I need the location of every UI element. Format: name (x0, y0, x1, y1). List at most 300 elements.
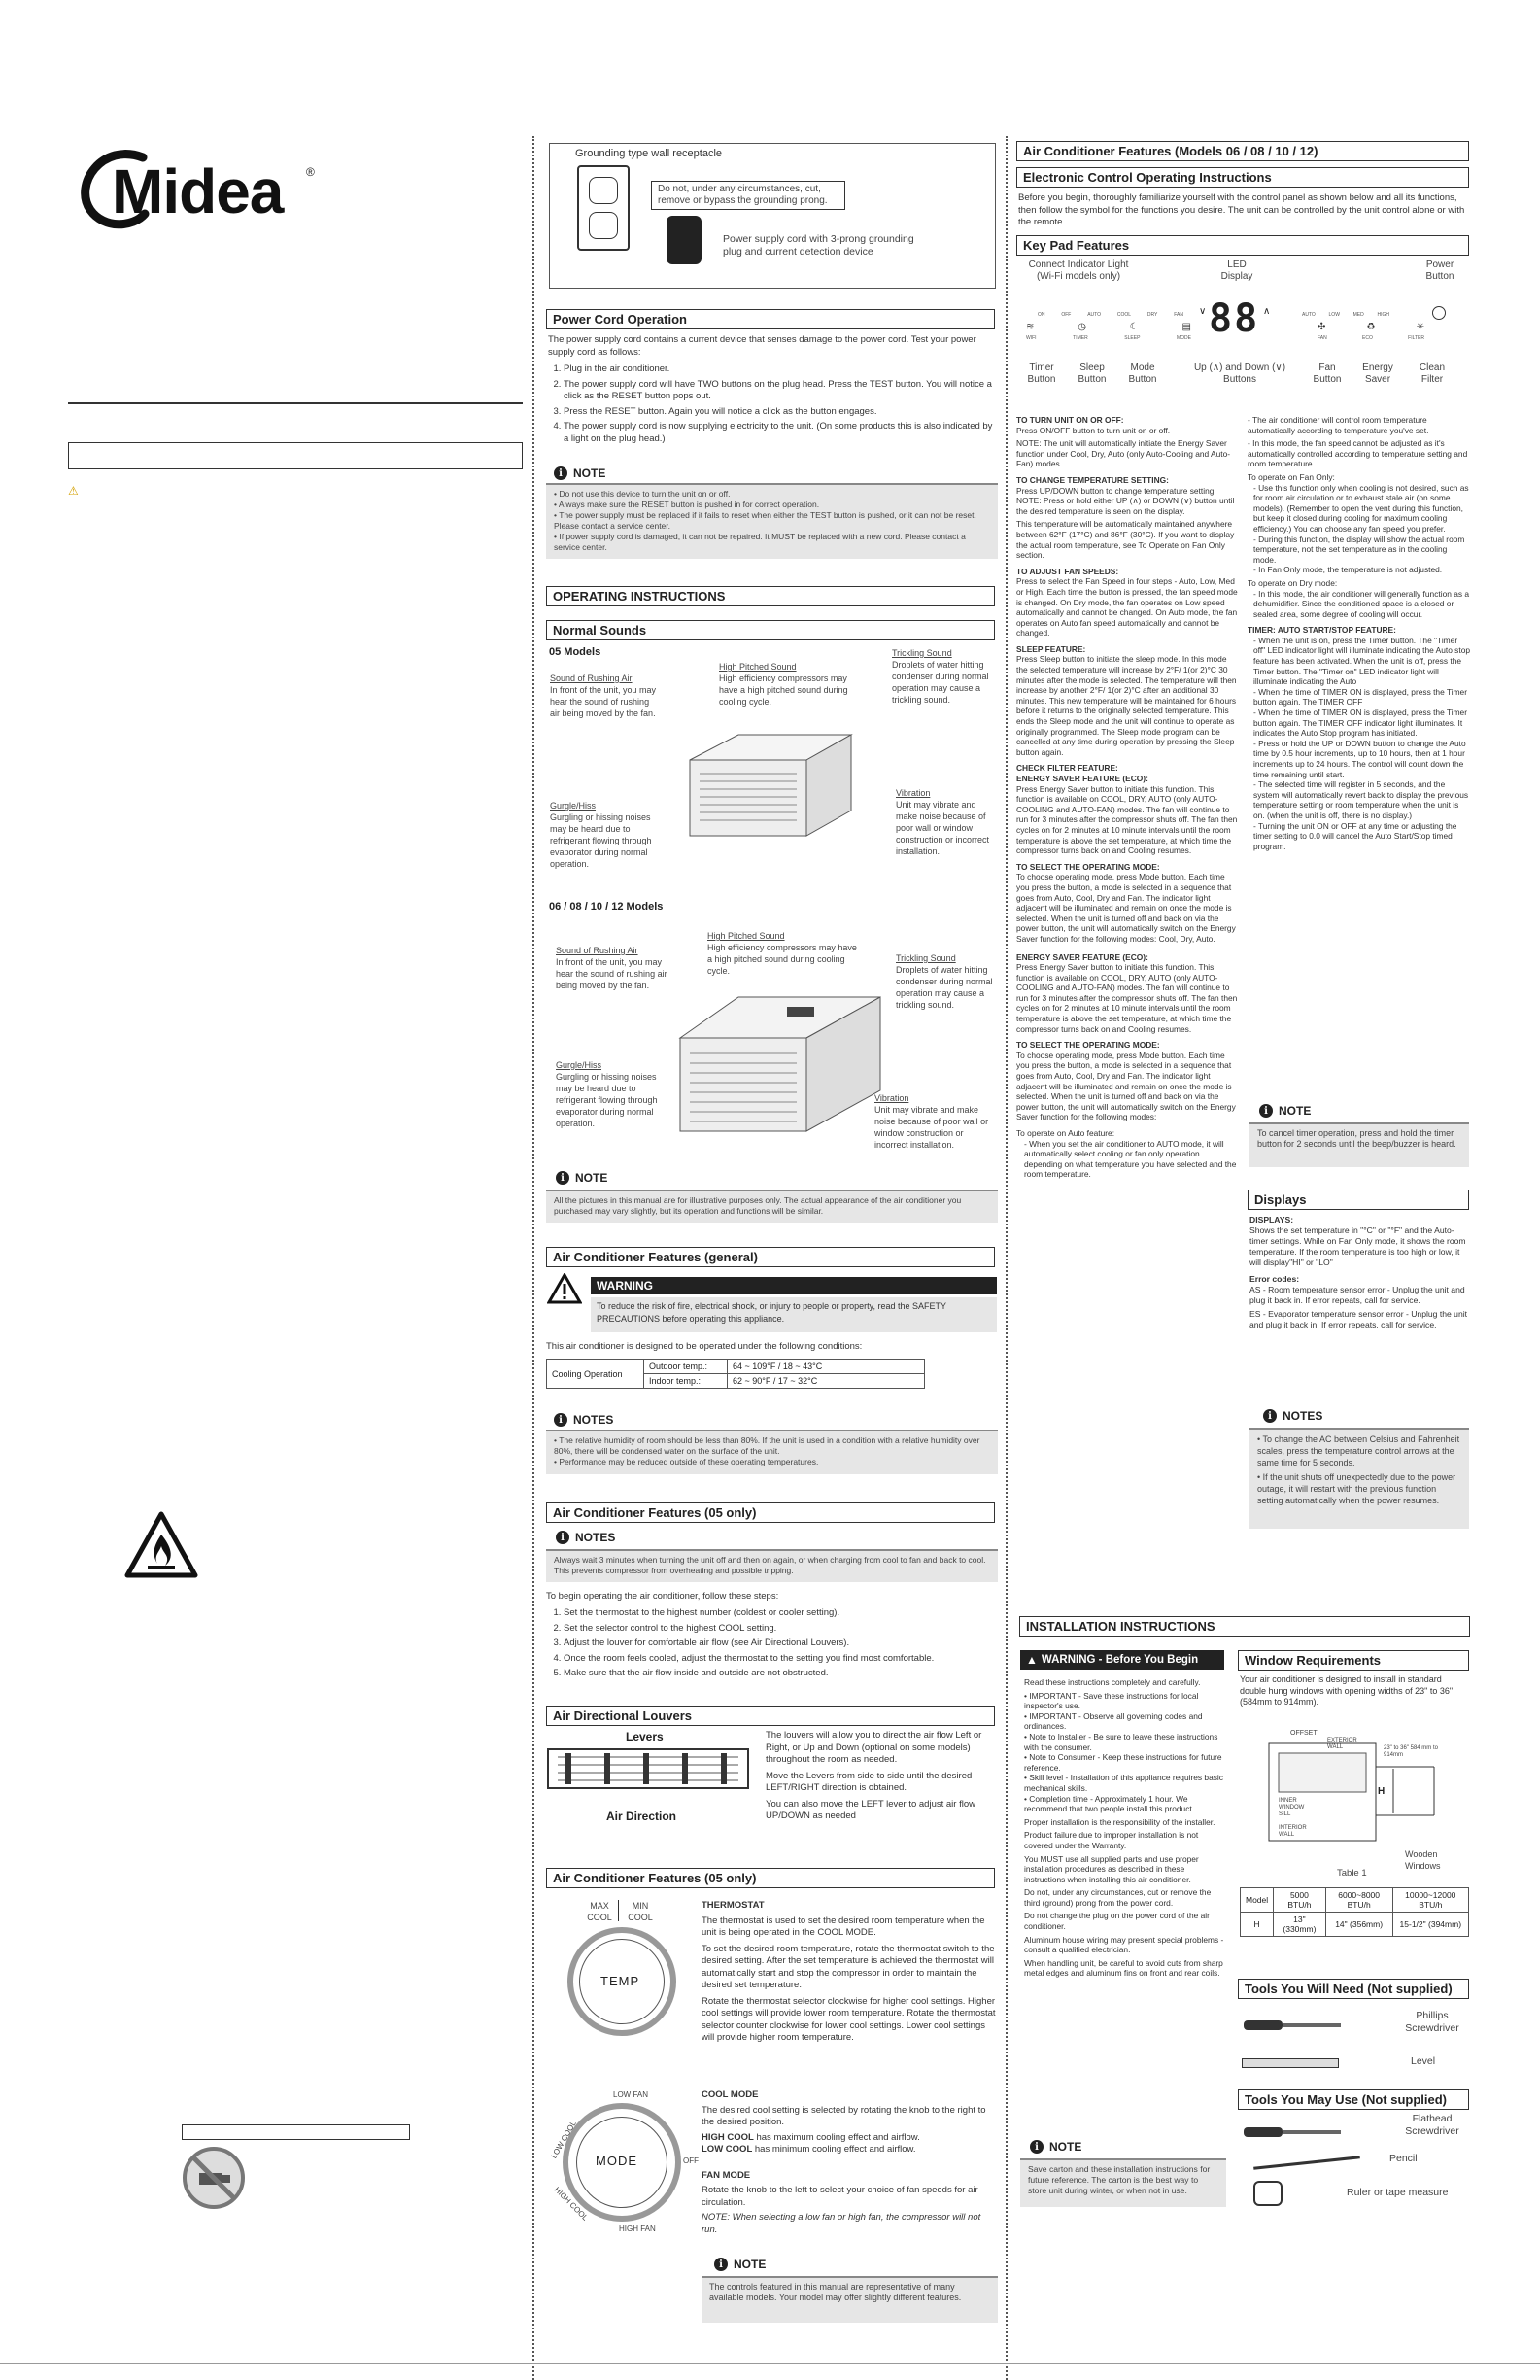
led-label: LED Display (1220, 259, 1253, 282)
install-para: Proper installation is the responsibility of the installer. (1024, 1816, 1215, 1827)
warning-title: WARNING (597, 1279, 653, 1293)
note-item: • The power supply must be replaced if it fails to reset when either the TEST button is pushed, or it can not be reset. Please contact a service center. (554, 510, 990, 532)
table-head: 6000~8000 BTU/h (1325, 1888, 1392, 1913)
warning-triangle-icon: ▲ (1026, 1653, 1038, 1667)
install-text (1024, 1677, 1224, 1979)
install-para: Do not change the plug on the power cord of the air conditioner. (1024, 1911, 1210, 1932)
eco-heading: ENERGY SAVER FEATURE (ECO): (1016, 774, 1148, 783)
power-cord-step: 3. Press the RESET button. Again you will notice a click as the button engages. (564, 406, 997, 419)
auto-text: - When you set the air conditioner to AUTO mode, it will automatically select cooling or fan only operation depending on what temperature you have selected and the room temperature. (1024, 1138, 1237, 1180)
flathead-screwdriver-icon (1242, 2124, 1349, 2140)
down-arrow-icon[interactable]: ∨ (1199, 306, 1207, 317)
window-text: Your air conditioner is designed to install in standard double hung windows with opening widths of 23" to 36" (584mm to 914mm). (1240, 1674, 1454, 1707)
power-button-icon[interactable] (1432, 306, 1446, 320)
features-05b-note-head (714, 2258, 766, 2271)
coolmode-p1: The desired cool setting is selected by rotating the knob to the right to the desired position. (702, 2104, 986, 2127)
eco-heading-2: ENERGY SAVER FEATURE (ECO): (1016, 951, 1148, 962)
brand-logo (73, 146, 325, 233)
filter-icon[interactable]: ✳ (1416, 322, 1424, 332)
conditions-table (546, 1359, 925, 1389)
rushing-air-text: In front of the unit, you may hear the sound of rushing air being moved by the fan. (550, 685, 657, 718)
high-cool-label: HIGH COOL (552, 2185, 590, 2223)
high-pitched-text: High efficiency compressors may have a high pitched sound during cooling cycle. (719, 673, 848, 707)
inner-sill-label: INNER WINDOW SILL (1279, 1798, 1305, 1817)
ecp-intro: Before you begin, thoroughly familiarize yourself with the control panel as shown below and all its functions, then follow the symbol for the functions you desire. The unit can be controlled by the unit control alone or with the remote. (1018, 192, 1465, 227)
tools-may-title: Tools You May Use (Not supplied) (1238, 2089, 1469, 2110)
mode-icon[interactable]: ▤ (1181, 322, 1191, 332)
timer-text: - Turning the unit ON or OFF at any time or adjusting the timer setting to 0.0 will cancel the Auto Start/Stop timed program. (1253, 820, 1457, 851)
wifi-icon[interactable]: ≋ (1026, 322, 1035, 332)
flammable-warning-icon (124, 1511, 198, 1579)
operating-note-box (546, 1190, 998, 1223)
tools-need-title: Tools You Will Need (Not supplied) (1238, 1979, 1469, 1999)
panel-small: FILTER (1408, 335, 1424, 341)
mode-heading-2: TO SELECT THE OPERATING MODE: (1016, 1040, 1160, 1051)
right-col-text-b (1248, 415, 1471, 851)
install-item: • Completion time - Approximately 1 hour. We recommend that two people install this product. (1024, 1794, 1224, 1814)
fan-only-heading: To operate on Fan Only: (1248, 471, 1335, 482)
louvers-p2: Move the Levers from side to side until the desired LEFT/RIGHT direction is obtained. (766, 1770, 973, 1793)
panel-small: ECO (1362, 335, 1373, 341)
air-direction-label: Air Direction (606, 1810, 677, 1823)
fan-only-text: - Use this function only when cooling is not desired, such as for room air circulation or to exhaust stale air (on some models). (Remember to open the vent during this function, but keep it closed during cooling for maximum cooling efficiency.) You can choose any fan speed you prefer. (1253, 482, 1469, 534)
level-label: Level (1411, 2055, 1436, 2067)
install-note-head (1030, 2140, 1081, 2154)
auto-heading: To operate on Auto feature: (1016, 1128, 1115, 1138)
connect-light-label: Connect Indicator Light (Wi-Fi models only) (1028, 259, 1129, 282)
install-item: • IMPORTANT - Save these instructions for local inspector's use. (1024, 1691, 1224, 1711)
temp-setting-heading: TO CHANGE TEMPERATURE SETTING: (1016, 474, 1169, 485)
trickling-06 (896, 952, 993, 1011)
step: 2. Set the selector control to the highest COOL setting. (564, 1623, 997, 1636)
dim-label: 23" to 36" 584 mm to 914mm (1384, 1745, 1438, 1758)
warning-bar (591, 1277, 997, 1294)
conditions-intro: This air conditioner is designed to be operated under the following conditions: (546, 1341, 863, 1352)
note-item: • If the unit shuts off unexpectedly due to the power outage, it will restart with the previous function setting automatically when the power resumes. (1257, 1471, 1461, 1506)
ecp-title: Electronic Control Operating Instructions (1016, 167, 1469, 188)
auto-fan-text: - In this mode, the fan speed cannot be adjusted as it's automatically controlled according to temperature setting and room temperature (1248, 438, 1468, 469)
high-pitched-06 (707, 930, 863, 977)
mode-dial[interactable] (549, 2089, 699, 2235)
features-05-notes-box (546, 1549, 998, 1582)
thermostat-p2: To set the desired room temperature, rotate the thermostat switch to the desired setting. After the set temperature is achieved the thermostat will automatically start and stop the compressor in order to maintain the desired set temperature. (702, 1943, 995, 1990)
info-icon: i (556, 1531, 569, 1544)
indoor-value: 62 ~ 90°F / 17 ~ 32°C (728, 1374, 925, 1389)
mode-text: To choose operating mode, press Mode button. Each time you press the button, a mode is selected in a sequence that goes from Auto, Cool, Dry and Fan. The indicator light adjacent will be illuminated and remain on once the mode is selected. When the unit is turned off and back on via the power button, the unit will automatically switch on the Energy Saver function for the following modes: Cool, Dry, Auto. (1016, 872, 1236, 944)
info-icon: i (554, 466, 567, 480)
install-items (1024, 1691, 1224, 1814)
table-cell: 15-1/2" (394mm) (1392, 1913, 1468, 1937)
power-button-label: Power Button (1425, 259, 1454, 282)
timer-note-head (1259, 1104, 1311, 1118)
turn-on-text: Press ON/OFF button to turn unit on or off. (1016, 425, 1171, 435)
install-intro: Read these instructions completely and carefully. (1024, 1677, 1201, 1687)
install-para: Do not, under any circumstances, cut or remove the third (ground) prong from the power cord. (1024, 1887, 1212, 1908)
coolmode-title: COOL MODE (702, 2089, 759, 2100)
note-text: Always wait 3 minutes when turning the unit off and then on again, or when charging from cool to fan and back to cool. This prevents compressor from overheating and possible tripping. (554, 1555, 986, 1575)
fanmode-note: NOTE: When selecting a low fan or high fan, the compressor will not run. (702, 2212, 981, 2235)
dry-heading: To operate on Dry mode: (1248, 577, 1338, 588)
outdoor-label: Outdoor temp.: (644, 1360, 728, 1374)
thermostat-text (702, 1900, 999, 2045)
high-pitched-text: High efficiency compressors may have a high pitched sound during cooling cycle. (707, 943, 857, 976)
clean-filter-label: Clean Filter (1419, 362, 1446, 385)
install-item: • Note to Installer - Be sure to leave these instructions with the consumer. (1024, 1732, 1224, 1752)
install-para: When handling unit, be careful to avoid cuts from sharp metal edges and aluminum fins on front and rear coils. (1024, 1957, 1223, 1979)
cooling-operation-label: Cooling Operation (547, 1360, 644, 1389)
trickling-text: Droplets of water hitting condenser during normal operation may cause a trickling sound. (892, 660, 989, 705)
gurgle-title: Gurgle/Hiss (550, 801, 597, 811)
eco-icon[interactable]: ♻ (1366, 322, 1376, 332)
panel-small: TIMER (1073, 335, 1088, 341)
timer-text: - When the time of TIMER ON is displayed, press the Timer button again. The TIMER OFF indicator light illuminates. It indicates the Auto Stop program has initiated. (1253, 707, 1467, 739)
power-cord-step: 4. The power supply cord is now supplying electricity to the unit. (On some products this is also indicated by a light on the plug head.) (564, 421, 997, 445)
keypad-diagram (1016, 258, 1471, 394)
vibration-title: Vibration (896, 788, 931, 798)
trickling-05 (892, 647, 989, 706)
notes-title: NOTES (575, 1531, 616, 1544)
install-note-box (1020, 2158, 1226, 2207)
high-cool-desc: has maximum cooling effect and airflow. (756, 2131, 920, 2143)
info-icon: i (1259, 1104, 1273, 1118)
fan-only-text: - In Fan Only mode, the temperature is not adjusted. (1253, 565, 1443, 575)
louvers-p1: The louvers will allow you to direct the air flow Left or Right, or Up and Down (optional on some models) throughout the room as needed. (766, 1730, 982, 1765)
note-text: Save carton and these installation instructions for future reference. The carton is the best way to store unit during winter, or when not in use. (1028, 2164, 1211, 2195)
rushing-air-06 (556, 945, 674, 991)
wall-receptacle-icon (577, 165, 630, 251)
features-05b-title: Air Conditioner Features (05 only) (546, 1868, 995, 1888)
temp-label: TEMP (600, 1974, 640, 1988)
temp-setting-text: Press UP/DOWN button to change temperature setting. NOTE: Press or hold either UP (∧) or DOWN (∨) button until the desired temperature is seen on the display. (1016, 485, 1235, 516)
error-es: ES - Evaporator temperature sensor error - Unplug the unit and plug it back in. If error repeats, call for service. (1249, 1309, 1468, 1329)
general-notes-head (554, 1413, 613, 1427)
gurgle-05 (550, 800, 657, 870)
panel-label: COOL (1116, 312, 1132, 318)
operating-note-head (556, 1171, 607, 1185)
column-divider-left (532, 136, 534, 2380)
h-label: H (1378, 1786, 1386, 1797)
normal-sounds-title: Normal Sounds (546, 620, 995, 640)
fan-speed-heading: TO ADJUST FAN SPEEDS: (1016, 566, 1119, 576)
cover-title-box (68, 442, 523, 469)
install-title: INSTALLATION INSTRUCTIONS (1019, 1616, 1470, 1637)
offset-label: OFFSET (1290, 1730, 1318, 1737)
features-general-title: Air Conditioner Features (general) (546, 1247, 995, 1267)
wooden-windows-caption: Wooden Windows (1405, 1849, 1441, 1871)
sleep-heading: SLEEP FEATURE: (1016, 643, 1086, 654)
warning-text: To reduce the risk of fire, electrical shock, or injury to people or property, read the SAFETY PRECAUTIONS before operating this appliance. (591, 1297, 997, 1332)
rushing-air-text: In front of the unit, you may hear the sound of rushing air being moved by the fan. (556, 957, 667, 990)
auto-control-text: - The air conditioner will control room temperature automatically according to temperature you've set. (1248, 415, 1429, 435)
energy-saver-label: Energy Saver (1362, 362, 1393, 385)
ac-unit-05-illustration (680, 731, 855, 840)
pencil-icon (1253, 2156, 1360, 2169)
rushing-air-05 (550, 673, 657, 719)
notes-title: NOTES (573, 1413, 614, 1427)
note-title: NOTE (573, 466, 606, 480)
panel-label: HIGH (1377, 312, 1389, 318)
displays-notes-box (1249, 1428, 1469, 1529)
cover-small-box (182, 2124, 410, 2140)
outdoor-value: 64 ~ 109°F / 18 ~ 43°C (728, 1360, 925, 1374)
panel-label: OFF (1061, 312, 1072, 318)
min-cool-label: MIN COOL (628, 1901, 653, 1922)
power-cord-note-head (554, 466, 605, 480)
panel-label: DRY (1146, 312, 1158, 318)
table-cell: 14" (356mm) (1325, 1913, 1392, 1937)
bottom-rule (0, 2363, 1540, 2364)
gurgle-title: Gurgle/Hiss (556, 1060, 602, 1070)
info-icon: i (714, 2258, 728, 2271)
sleep-icon[interactable]: ☾ (1129, 322, 1139, 332)
vibration-text: Unit may vibrate and make noise because of poor wall or window construction or incorrect installation. (896, 800, 990, 856)
vibration-05 (896, 787, 993, 857)
rushing-air-title: Sound of Rushing Air (556, 946, 638, 955)
timer-heading: TIMER: AUTO START/STOP FEATURE: (1248, 625, 1396, 636)
high-cool-line (702, 2132, 999, 2145)
timer-text: - The selected time will register in 5 seconds, and the system will automatically revert back to display the previous temperature setting or room temperature when the unit is on. (when the unit is off, there is no display.) (1253, 779, 1469, 820)
energy-note: NOTE: The unit will automatically initiate the Energy Saver function under Cool, Dry, Auto (only Auto-Cooling and Auto-Fan) modes. (1016, 438, 1231, 469)
notes-title: NOTES (1283, 1409, 1323, 1423)
louvers-title: Air Directional Louvers (546, 1706, 995, 1726)
rushing-air-title: Sound of Rushing Air (550, 673, 633, 683)
plug-icon (667, 216, 702, 264)
indoor-label: Indoor temp.: (644, 1374, 728, 1389)
trickling-text: Droplets of water hitting condenser during normal operation may cause a trickling sound. (896, 965, 993, 1010)
fan-icon[interactable]: ✣ (1318, 322, 1326, 332)
high-cool-term: HIGH COOL (702, 2131, 754, 2143)
fanmode-title: FAN MODE (702, 2169, 751, 2181)
keypad-title: Key Pad Features (1016, 235, 1469, 256)
ac-unit-06-illustration (670, 989, 884, 1135)
mode-button-label: Mode Button (1128, 362, 1157, 385)
panel-label: AUTO (1087, 312, 1102, 318)
timer-text: - When the time of TIMER ON is displayed, press the Timer button again. The TIMER OFF (1253, 686, 1467, 707)
power-cord-step: 2. The power supply cord will have TWO buttons on the plug head. Press the TEST button. You will notice a click as the RESET button pops out. (564, 379, 997, 403)
models06-heading: 06 / 08 / 10 / 12 Models (549, 901, 664, 913)
levers-label: Levers (626, 1730, 664, 1743)
thermostat-dial[interactable] (554, 1900, 690, 2055)
info-icon: i (554, 1413, 567, 1427)
note-item: • If power supply cord is damaged, it can not be repaired. It MUST be replaced with a new cord. Please contact a service center. (554, 532, 990, 553)
vibration-06 (874, 1092, 993, 1151)
check-filter-heading: CHECK FILTER FEATURE: (1016, 763, 1118, 774)
note-text: To cancel timer operation, press and hold the timer button for 2 seconds until the beep/buzzer is heard. (1257, 1128, 1456, 1149)
caution-icon: ⚠ (68, 484, 79, 498)
panel-small: SLEEP (1124, 335, 1141, 341)
table-cell: 13" (330mm) (1274, 1913, 1326, 1937)
mode-text-2: To choose operating mode, press Mode button. Each time you press the button, a mode is selected in a sequence that goes from Auto, Cool, Dry and Fan. The indicator light adjacent will be illuminated and remain on once the mode is selected. When the unit is turned off and back on via the power button, the unit will automatically switch on the Energy Saver function for the following modes: (1016, 1050, 1236, 1122)
operating-title: OPERATING INSTRUCTIONS (546, 586, 995, 606)
install-para: Product failure due to improper installation is not covered under the Warranty. (1024, 1830, 1199, 1850)
panel-small: MODE (1176, 335, 1191, 341)
error-as: AS - Room temperature sensor error - Unplug the unit and plug it back in. If error repeats, call for service. (1249, 1285, 1465, 1305)
updown-button-label: Up (∧) and Down (∨) Buttons (1193, 362, 1286, 385)
features-05b-note-box (702, 2276, 998, 2323)
note-text: The controls featured in this manual are representative of many available models. Your model may offer slightly different features. (709, 2282, 962, 2302)
high-pitched-05 (719, 661, 855, 707)
thermostat-p1: The thermostat is used to set the desired room temperature when the unit is being operated in the COOL MODE. (702, 1914, 985, 1938)
install-item: • Skill level - Installation of this appliance requires basic mechanical skills. (1024, 1773, 1224, 1793)
trickling-title: Trickling Sound (896, 953, 956, 963)
phillips-label: Phillips Screwdriver (1405, 2010, 1459, 2034)
panel-label: AUTO (1302, 312, 1316, 318)
displays-desc: Shows the set temperature in "°C" or "°F" and the Auto-timer settings. While on Fan Only mode, it shows the room temperature. If the room temperature is too high or low, it will display"HI" or "LO" (1249, 1225, 1466, 1267)
vibration-title: Vibration (874, 1093, 909, 1103)
note-item: • To change the AC between Celsius and Fahrenheit scales, press the temperature control arrows at the same time for 5 seconds. (1257, 1433, 1461, 1468)
dry-text: - In this mode, the air conditioner will generally function as a dehumidifier. Since the conditioned space is a closed or sealed area, some degree of cooling will occur. (1253, 588, 1470, 619)
displays-heading: DISPLAYS: (1249, 1215, 1294, 1224)
gurgle-text: Gurgling or hissing noises may be heard due to refrigerant flowing through evaporator during normal operation. (556, 1072, 658, 1128)
sleep-text: Press Sleep button to initiate the sleep mode. In this mode the selected temperature will increase by 2°F/ 1(or 2)°C 30 minutes after the mode is selected. The temperature will then increase by another 2°F/ 1(or 2)°C after an additional 30 minutes. This new temperature will be maintained for 6 hours before it returns to the originally selected temperature. This ends the Sleep mode and the unit will continue to operate as originally programmed. The Sleep mode program can be cancelled at any time during operation by pressing the Sleep button again. (1016, 654, 1237, 757)
table-head: 5000 BTU/h (1274, 1888, 1326, 1913)
general-notes-box (546, 1430, 998, 1474)
timer-icon[interactable]: ◷ (1078, 322, 1086, 332)
thermostat-p3: Rotate the thermostat selector clockwise for higher cool settings. Higher cool settings will provide lower room temperature. Rotate the thermostat selector counter clockwise for lower cool settings. Lower cool settings will provide higher room temperature. (702, 1995, 996, 2043)
max-cool-label: MAX COOL (587, 1901, 612, 1922)
step: 3. Adjust the louver for comfortable air flow (see Air Directional Louvers). (564, 1638, 997, 1650)
exterior-label: EXTERIOR WALL (1327, 1738, 1357, 1750)
table-head: Model (1241, 1888, 1274, 1913)
note-text: All the pictures in this manual are for illustrative purposes only. The actual appearance of the air conditioner you purchased may vary slightly, but its operation and functions will be similar. (554, 1195, 962, 1216)
brand-name: Midea (112, 156, 284, 226)
grounding-warning: Do not, under any circumstances, cut, remove or bypass the grounding prong. (651, 181, 845, 210)
ruler-label: Ruler or tape measure (1347, 2187, 1449, 2198)
low-cool-desc: has minimum cooling effect and airflow. (754, 2144, 916, 2155)
note-title: NOTE (1049, 2140, 1082, 2154)
grounding-diagram (549, 143, 996, 289)
grounding-title: Grounding type wall receptacle (575, 148, 723, 159)
low-fan-label: LOW FAN (613, 2090, 649, 2099)
right-features-title: Air Conditioner Features (Models 06 / 08 / 10 / 12) (1016, 141, 1469, 161)
table-head: 10000~12000 BTU/h (1392, 1888, 1468, 1913)
install-item: • IMPORTANT - Observe all governing codes and ordinances. (1024, 1711, 1224, 1732)
install-para: Aluminum house wiring may present special problems - consult a qualified electrician. (1024, 1934, 1224, 1955)
timer-text: - When the unit is on, press the Timer button. The "Timer off" LED indicator light will illuminate indicating the Auto stop feature has been activated. When the unit is off, press the Timer button. The "Timer on" LED indicator light will illuminate indicating the Auto (1253, 635, 1471, 687)
power-cord-step: 1. Plug in the air conditioner. (564, 363, 997, 376)
interior-label: INTERIOR WALL (1279, 1825, 1307, 1838)
power-cord-intro: The power supply cord contains a current device that senses damage to the power cord. Test your power supply cord as follows: (548, 334, 976, 358)
fan-speed-text: Press to select the Fan Speed in four steps - Auto, Low, Med or High. Each time the button is pressed, the fan speed mode is changed. On Dry mode, the fan operates on Low speed automatically and cannot be changed. On Auto mode, the fan operates on Auto fan speed automatically and cannot be changed. (1016, 576, 1238, 638)
table1-caption: Table 1 (1337, 1868, 1367, 1879)
vibration-text: Unit may vibrate and make noise because of poor wall or window construction or incorrect installation. (874, 1105, 989, 1150)
turn-on-heading: TO TURN UNIT ON OR OFF: (1016, 415, 1124, 425)
features-05-notes-head (556, 1531, 615, 1544)
tape-measure-icon (1253, 2181, 1283, 2206)
led-display: 88 (1209, 296, 1260, 341)
install-item: • Note to Consumer - Keep these instructions for future reference. (1024, 1752, 1224, 1773)
panel-small: FAN (1318, 335, 1327, 341)
level-icon (1242, 2058, 1339, 2068)
eco-text: Press Energy Saver button to initiate this function. This function is available on COOL, DRY, AUTO (only AUTO-COOLING and AUTO-FAN) modes. The fan will continue to run for 3 minutes after the compressor shuts off. The fan then cycles on for 2 minutes at 10 minute intervals until the room temperature is above the set temperature, at which time the compressor turns back on and Cooling resumes. (1016, 783, 1238, 856)
off-label: OFF (683, 2156, 699, 2165)
fan-only-text: - During this function, the display will show the actual room temperature, not the set temperature as in the cooling mode. (1253, 534, 1465, 565)
no-open-flame-icon (182, 2146, 246, 2210)
thermostat-title: THERMOSTAT (702, 1900, 765, 1911)
note-item: • Always make sure the RESET button is pushed in for correct operation. (554, 500, 990, 510)
gurgle-text: Gurgling or hissing noises may be heard due to refrigerant flowing through evaporator during normal operation. (550, 812, 652, 869)
mode-heading: TO SELECT THE OPERATING MODE: (1016, 861, 1160, 872)
cover-rule (68, 402, 523, 404)
power-cord-title: Power Cord Operation (546, 309, 995, 329)
warning-triangle-icon (547, 1273, 582, 1304)
models05-heading: 05 Models (549, 646, 601, 658)
brand-registered: ® (306, 165, 315, 179)
panel-label: FAN (1174, 312, 1183, 318)
fan-button-label: Fan Button (1313, 362, 1342, 385)
pencil-label: Pencil (1389, 2153, 1418, 2164)
note-item: • Do not use this device to turn the unit on or off. (554, 489, 990, 500)
fanmode-p1: Rotate the knob to the left to select your choice of fan speeds for air circulation. (702, 2185, 978, 2208)
column-divider-right (1006, 136, 1008, 2380)
features-05-title: Air Conditioner Features (05 only) (546, 1502, 995, 1523)
install-warning-title: WARNING - Before You Begin (1041, 1654, 1199, 1666)
high-fan-label: HIGH FAN (619, 2225, 656, 2233)
error-codes-heading: Error codes: (1249, 1274, 1300, 1284)
low-cool-line (702, 2144, 999, 2156)
step: 1. Set the thermostat to the highest number (coldest or cooler setting). (564, 1607, 997, 1620)
note-title: NOTE (734, 2258, 767, 2271)
window-diagram (1240, 1728, 1469, 1871)
gurgle-06 (556, 1059, 663, 1129)
info-icon: i (1030, 2140, 1044, 2154)
features-05-steps (550, 1607, 997, 1683)
install-warning-bar (1020, 1650, 1224, 1670)
features-05-intro: To begin operating the air conditioner, follow these steps: (546, 1591, 779, 1602)
power-cord-caption: Power supply cord with 3-prong grounding plug and current detection device (723, 233, 914, 258)
note-title: NOTE (575, 1171, 608, 1185)
louvers-text (766, 1730, 999, 1823)
displays-text (1249, 1215, 1471, 1330)
high-pitched-title: High Pitched Sound (719, 662, 797, 672)
timer-button-label: Timer Button (1027, 362, 1056, 385)
low-cool-term: LOW COOL (702, 2144, 753, 2155)
step: 5. Make sure that the air flow inside and outside are not obstructed. (564, 1668, 997, 1680)
install-para: You MUST use all supplied parts and use proper installation procedures as described in these instructions when installing this air conditioner. (1024, 1853, 1199, 1884)
eco-text-2: Press Energy Saver button to initiate this function. This function is available on COOL, DRY, AUTO (only AUTO-COOLING and AUTO-FAN) modes. The fan will continue to run for 3 minutes after the compressor shuts off. The fan then cycles on for 2 minutes at 10 minute intervals until the room temperature is above the set temperature, at which time the compressor turns back on and Cooling resumes. (1016, 962, 1238, 1034)
mode-label: MODE (596, 2154, 637, 2168)
window-table (1240, 1887, 1469, 1937)
table-cell: H (1241, 1913, 1274, 1937)
note-item: • The relative humidity of room should be less than 80%. If the unit is used in a condition with a relative humidity over 80%, there will be condensed water on the surface of the unit. (554, 1435, 990, 1457)
step: 4. Once the room feels cooled, adjust the thermostat to the setting you find most comfortable. (564, 1653, 997, 1666)
trickling-title: Trickling Sound (892, 648, 952, 658)
right-col-text-a (1016, 415, 1240, 1180)
note-item: • Performance may be reduced outside of these operating temperatures. (554, 1457, 990, 1467)
note-title: NOTE (1279, 1104, 1312, 1118)
panel-small: WIFI (1026, 335, 1037, 341)
panel-label: ON (1038, 312, 1045, 318)
displays-notes-head (1263, 1409, 1322, 1423)
info-icon: i (1263, 1409, 1277, 1423)
sleep-button-label: Sleep Button (1078, 362, 1107, 385)
high-pitched-title: High Pitched Sound (707, 931, 785, 941)
up-arrow-icon[interactable]: ∧ (1263, 306, 1271, 317)
louvers-p3: You can also move the LEFT lever to adjust air flow UP/DOWN as needed (766, 1798, 975, 1821)
info-icon: i (556, 1171, 569, 1185)
low-cool-label: LOW COOL (549, 2119, 578, 2160)
power-cord-steps (550, 363, 997, 448)
phillips-screwdriver-icon (1242, 2018, 1349, 2033)
louver-diagram (546, 1730, 750, 1827)
coolmode-text (702, 2089, 999, 2236)
panel-label: MED (1352, 312, 1364, 318)
flathead-label: Flathead Screwdriver (1405, 2113, 1459, 2137)
power-cord-note-box (546, 483, 998, 559)
displays-title: Displays (1248, 1190, 1469, 1210)
temp-range-text: This temperature will be automatically maintained anywhere between 62°F (17°C) and 86°F (30°C). If you want to display the actual room temperature, see To Operate on Fan Only section. (1016, 519, 1235, 561)
window-title: Window Requirements (1238, 1650, 1469, 1671)
